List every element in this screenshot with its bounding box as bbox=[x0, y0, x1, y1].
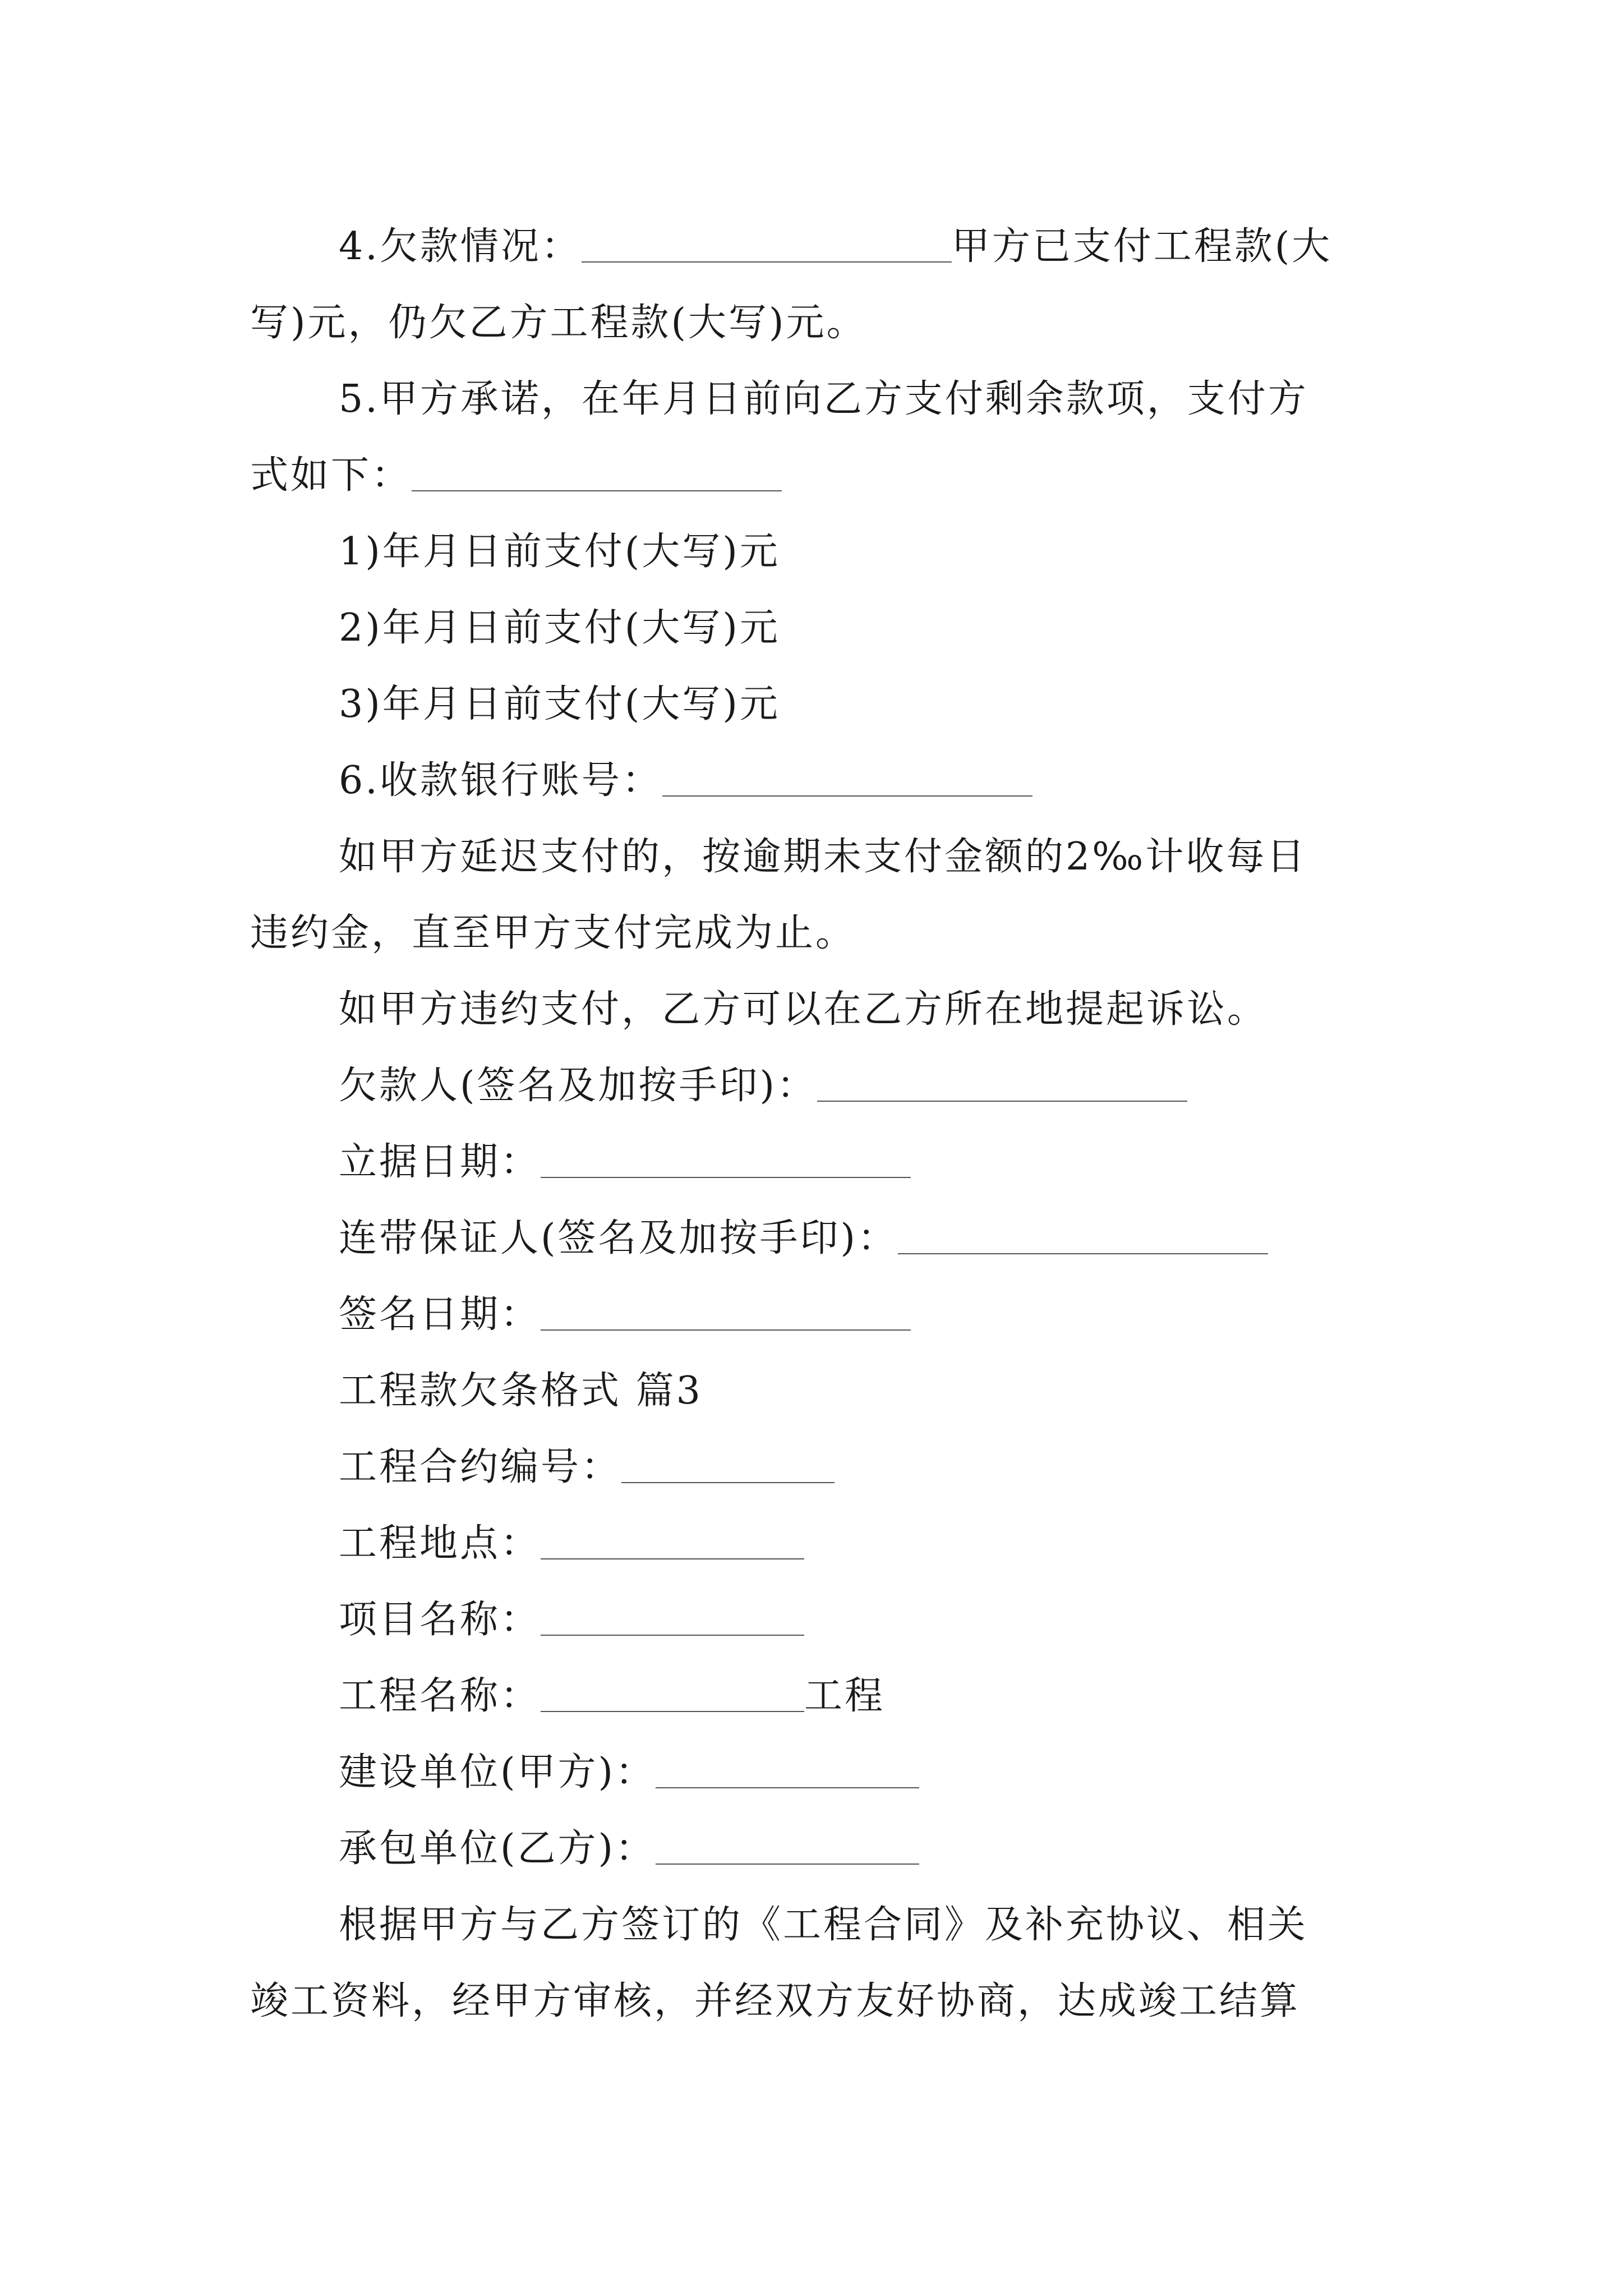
item-5-label: 式如下： bbox=[250, 453, 412, 498]
basis-line-2: 竣工资料，经甲方审核，并经双方友好协商，达成竣工结算 bbox=[250, 1979, 1301, 2023]
contract-number-blank bbox=[621, 1450, 834, 1483]
basis-line-1: 根据甲方与乙方签订的《工程合同》及补充协议、相关 bbox=[339, 1903, 1308, 1947]
work-site-label: 工程地点： bbox=[339, 1521, 541, 1566]
work-site bbox=[250, 1506, 1377, 1582]
sign-date bbox=[250, 1277, 1377, 1353]
debtor-signature bbox=[250, 1048, 1377, 1124]
item-5-line-2 bbox=[250, 438, 1377, 514]
item-4-text: 甲方已支付工程款(大 bbox=[951, 224, 1332, 269]
issue-date bbox=[250, 1124, 1377, 1200]
payment-method-blank bbox=[412, 458, 782, 491]
item-4-line-2: 写)元，仍欠乙方工程款(大写)元。 bbox=[250, 301, 867, 345]
guarantor-signature bbox=[250, 1200, 1377, 1277]
item-4-label: 4.欠款情况： bbox=[339, 224, 582, 269]
payment-2: 2)年月日前支付(大写)元 bbox=[339, 606, 780, 650]
work-name bbox=[250, 1658, 1377, 1734]
party-a-label: 建设单位(甲方)： bbox=[339, 1750, 656, 1795]
document-page bbox=[250, 209, 1377, 2040]
project-name bbox=[250, 1582, 1377, 1658]
issue-date-blank bbox=[541, 1144, 911, 1178]
debtor-blank bbox=[817, 1068, 1187, 1102]
contract-number bbox=[250, 1429, 1377, 1506]
party-b-blank bbox=[656, 1831, 919, 1865]
item-6 bbox=[250, 743, 1377, 819]
sign-date-label: 签名日期： bbox=[339, 1292, 541, 1337]
party-b-label: 承包单位(乙方)： bbox=[339, 1826, 656, 1871]
item-5-line-1: 5.甲方承诺，在年月日前向乙方支付剩余款项，支付方 bbox=[339, 377, 1308, 421]
lawsuit-clause: 如甲方违约支付，乙方可以在乙方所在地提起诉讼。 bbox=[339, 987, 1268, 1032]
penalty-line-2: 违约金，直至甲方支付完成为止。 bbox=[250, 911, 856, 955]
guarantor-blank bbox=[898, 1221, 1268, 1254]
party-a bbox=[250, 1734, 1377, 1811]
item-4-line-1 bbox=[250, 209, 1377, 285]
section-title: 工程款欠条格式 篇3 bbox=[339, 1369, 703, 1413]
guarantor-label: 连带保证人(签名及加按手印)： bbox=[339, 1216, 898, 1260]
sign-date-blank bbox=[541, 1297, 911, 1331]
bank-account-blank bbox=[662, 763, 1032, 797]
issue-date-label: 立据日期： bbox=[339, 1140, 541, 1184]
penalty-line-1: 如甲方延迟支付的，按逾期未支付金额的2‰计收每日 bbox=[339, 835, 1307, 879]
arrears-blank bbox=[582, 229, 952, 263]
work-name-blank bbox=[541, 1678, 804, 1712]
payment-1: 1)年月日前支付(大写)元 bbox=[339, 530, 780, 574]
debtor-label: 欠款人(签名及加按手印)： bbox=[339, 1064, 818, 1108]
project-name-label: 项目名称： bbox=[339, 1598, 541, 1642]
work-name-suffix: 工程 bbox=[804, 1674, 886, 1718]
project-name-blank bbox=[541, 1602, 804, 1636]
party-a-blank bbox=[656, 1755, 919, 1788]
item-6-label: 6.收款银行账号： bbox=[339, 758, 662, 803]
payment-3: 3)年月日前支付(大写)元 bbox=[339, 682, 780, 726]
work-name-label: 工程名称： bbox=[339, 1674, 541, 1718]
party-b bbox=[250, 1811, 1377, 1887]
contract-number-label: 工程合约编号： bbox=[339, 1445, 622, 1489]
work-site-blank bbox=[541, 1526, 804, 1559]
